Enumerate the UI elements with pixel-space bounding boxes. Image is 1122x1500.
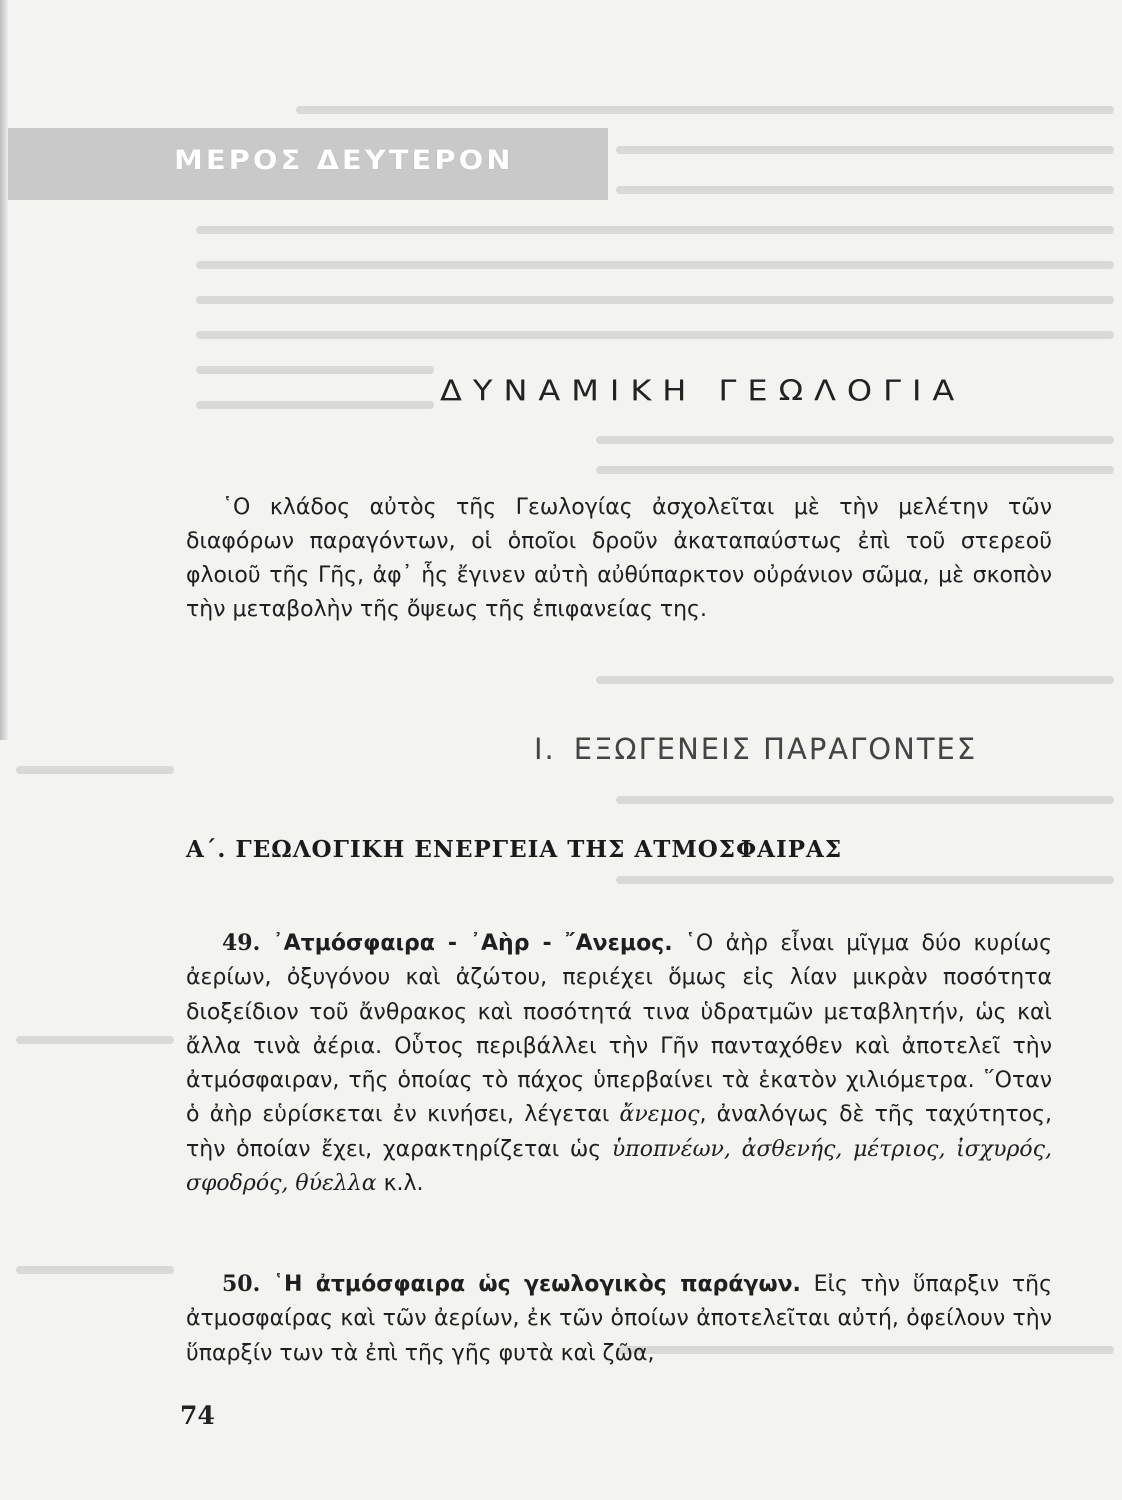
- intro-paragraph: [186, 491, 1052, 627]
- subsection-heading: Α΄. ΓΕΩΛΟΓΙΚΗ ΕΝΕΡΓΕΙΑ ΤΗΣ ΑΤΜΟΣΦΑΙΡΑΣ: [186, 836, 843, 863]
- paragraph-49-number: 49.: [222, 930, 261, 956]
- paragraph-50: [186, 1267, 1052, 1371]
- paragraph-50-number: 50.: [222, 1271, 261, 1297]
- paragraph-49-text-c: κ.λ.: [383, 1171, 424, 1197]
- section-heading: [534, 732, 977, 766]
- term-anemos: ἄνεμος: [619, 1102, 700, 1128]
- section-number: Ι.: [534, 732, 556, 766]
- page-number: 74: [180, 1401, 215, 1430]
- paragraph-49: [186, 926, 1052, 1201]
- paragraph-50-title: ῾Η ἀτμόσφαιρα ὡς γεωλογικὸς παράγων.: [272, 1272, 801, 1297]
- intro-paragraph-text: ῾Ο κλάδος αὐτὸς τῆς Γεωλογίας ἀσχολεῖται μὲ τὴν μελέτην τῶν διαφόρων παραγόντων, οἱ ὁποῖοι δροῦν ἀκαταπαύστως ἐπὶ τοῦ στερεοῦ φλοιοῦ τῆς Γῆς, ἀφ᾽ ἧς ἔγινεν αὐτὴ αὐθύπαρκτον οὐράνιον σῶμα, μὲ σκοπὸν τὴν μεταβολὴν τῆς ὄψεως τῆς ἐπιφανείας της.: [186, 495, 1052, 622]
- wind-terms: ὑποπνέων, ἀσθενής, μέτριος, ἰσχυρός, σφοδρός, θύελλα: [186, 1136, 1052, 1197]
- part-banner-text: ΜΕΡΟΣ ΔΕΥΤΕΡΟΝ: [174, 144, 514, 176]
- paragraph-49-text-a: ῾Ο ἀὴρ εἶναι μῖγμα δύο κυρίως ἀερίων, ὀξυγόνου καὶ ἀζώτου, περιέχει ὅμως εἰς λίαν μικρὰν ποσότητα διοξείδιον τοῦ ἄνθρακος καὶ ποσότητά τινα ὑδρατμῶν μεταβλητήν, ὡς καὶ ἄλλα τινὰ ἀέρια. Οὗτος περιβάλλει τὴν Γῆν πανταχόθεν καὶ ἀποτελεῖ τὴν ἀτμόσφαιραν, τῆς ὁποίας τὸ πάχος ὑπερβαίνει τὰ ἑκατὸν χιλιόμετρα. ῞Οταν ὁ ἀὴρ εὑρίσκεται ἐν κινήσει, λέγεται: [186, 931, 1052, 1128]
- section-title: ΕΞΩΓΕΝΕΙΣ ΠΑΡΑΓΟΝΤΕΣ: [573, 732, 978, 766]
- paragraph-49-text-b: , ἀναλόγως δὲ τῆς ταχύτητος, τὴν ὁποίαν ἔχει, χαρακτηρίζεται ὡς: [186, 1102, 1053, 1162]
- chapter-title: ΔΥΝΑΜΙΚΗ ΓΕΩΛΟΓΙΑ: [440, 374, 966, 408]
- binding-shadow: [0, 0, 8, 740]
- paragraph-49-title: ᾿Ατμόσφαιρα - ᾿Αὴρ - ῎Ανεμος.: [272, 931, 673, 956]
- paragraph-50-text: Εἰς τὴν ὕπαρξιν τῆς ἀτμοσφαίρας καὶ τῶν ἀερίων, ἐκ τῶν ὁποίων ἀποτελεῖται αὐτή, ὀφείλουν τὴν ὕπαρξίν των τὰ ἐπὶ τῆς γῆς φυτὰ καὶ ζῶα,: [186, 1272, 1052, 1366]
